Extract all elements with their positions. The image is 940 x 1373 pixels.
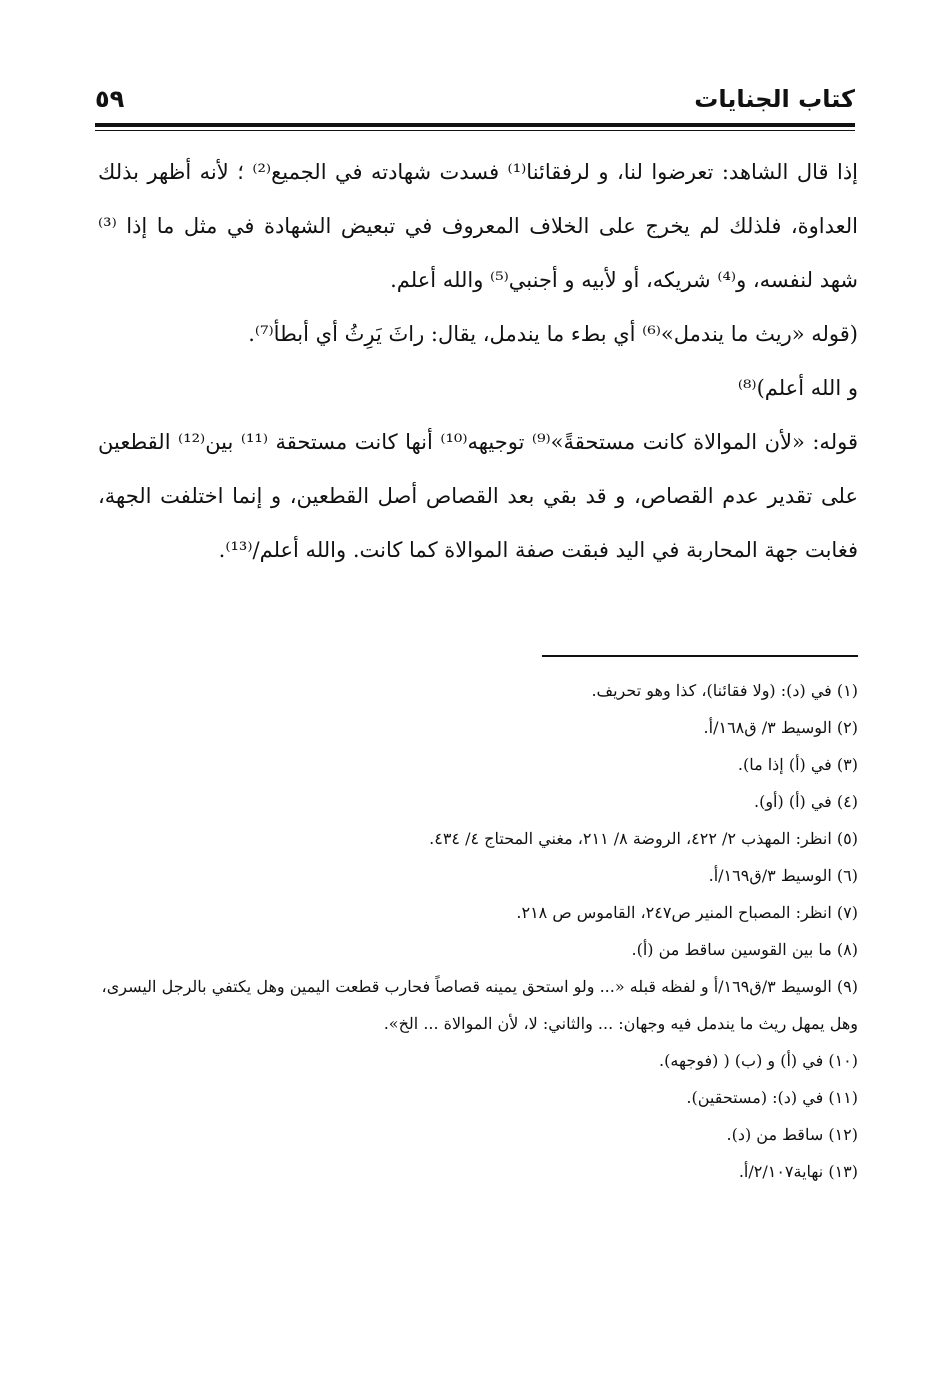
page-number: ٥٩ <box>95 85 125 113</box>
footnote: (٢) الوسيط ٣/ ق١٦٨/أ. <box>703 718 858 737</box>
footnote: (١٣) نهاية٢/١٠٧/أ. <box>738 1162 858 1181</box>
footnote: (٤) في (أ) (أو). <box>754 792 858 811</box>
footnote: (١٠) في (أ) و (ب) ( (فوجهه). <box>659 1051 858 1070</box>
footnotes <box>98 672 858 1190</box>
footnote: (١١) في (د): (مستحقين). <box>686 1088 858 1107</box>
header-rule-thick <box>95 123 855 127</box>
header-rule-thin <box>95 130 855 131</box>
footnote: (٧) انظر: المصباح المنير ص٢٤٧، القاموس ص ٢١٨. <box>516 903 858 922</box>
footnote: (١) في (د): (ولا فقائنا)، كذا وهو تحريف. <box>591 681 858 700</box>
footnote: (٩) الوسيط ٣/ق١٦٩/أ و لفظه قبله «... ولو استحق يمينه قصاصاً فحارب قطعت اليمين وهل يكتفي بالرجل اليسرى، وهل يمهل ريث ما يندمل فيه وجهان: ... والثاني: لا، لأن الموالاة ... الخ». <box>101 977 858 1033</box>
page-header <box>95 85 855 125</box>
paragraph: (قوله «ريث ما يندمل»⁽⁶⁾ أي بطء ما يندمل، يقال: راثَ يَرِثُ أي أبطأ⁽⁷⁾. <box>248 322 858 346</box>
running-title: كتاب الجنايات <box>694 85 855 113</box>
footnote: (٦) الوسيط ٣/ق١٦٩/أ. <box>708 866 858 885</box>
footnote-separator <box>542 655 858 657</box>
paragraph: إذا قال الشاهد: تعرضوا لنا، و لرفقائنا⁽¹⁾ فسدت شهادته في الجميع⁽²⁾ ؛ لأنه أظهر بذلك العداوة، فلذلك لم يخرج على الخلاف المعروف في تبعيض الشهادة في مثل ما إذا ⁽³⁾ شهد لنفسه، و⁽⁴⁾ شريكه، أو لأبيه و أجنبي⁽⁵⁾ والله أعلم. <box>98 160 858 292</box>
footnote: (٥) انظر: المهذب ٢/ ٤٢٢، الروضة ٨/ ٢١١، مغني المحتاج ٤/ ٤٣٤. <box>429 829 858 848</box>
main-text <box>98 145 858 577</box>
footnote: (٨) ما بين القوسين ساقط من (أ). <box>631 940 858 959</box>
paragraph: و الله أعلم)⁽⁸⁾ <box>737 376 858 400</box>
footnote: (١٢) ساقط من (د). <box>726 1125 858 1144</box>
footnote: (٣) في (أ) إذا ما). <box>737 755 858 774</box>
paragraph: قوله: «لأن الموالاة كانت مستحقةً»⁽⁹⁾ توجيهه⁽¹⁰⁾ أنها كانت مستحقة ⁽¹¹⁾ بين⁽¹²⁾ القطعين على تقدير عدم القصاص، و قد بقي بعد القصاص أصل القطعين، و إنما اختلفت الجهة، فغابت جهة المحاربة في اليد فبقت صفة الموالاة كما كانت. والله أعلم/⁽¹³⁾. <box>98 430 858 562</box>
